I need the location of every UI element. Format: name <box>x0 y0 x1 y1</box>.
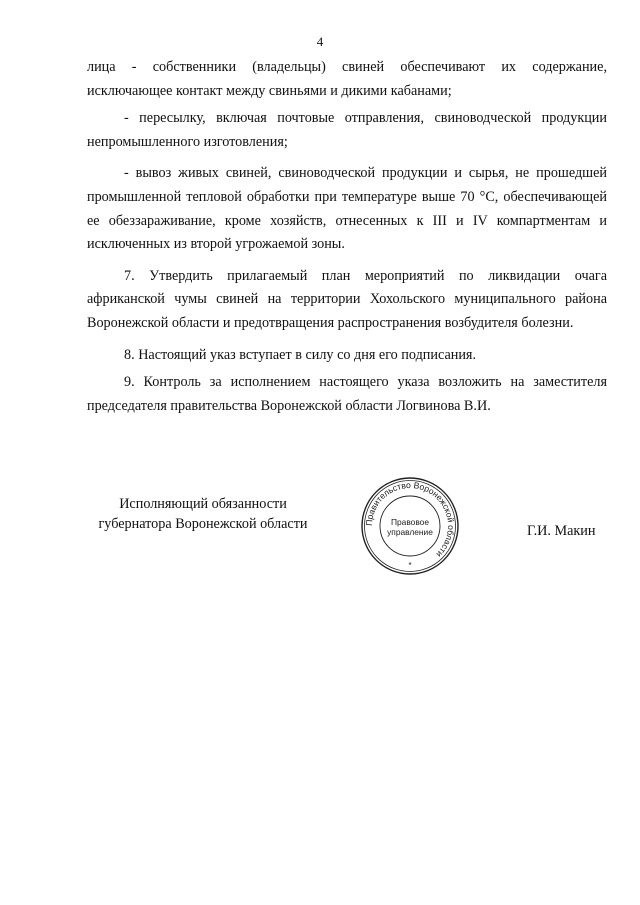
page-number: 4 <box>316 34 324 49</box>
official-stamp <box>360 476 460 576</box>
paragraph-continuation: лица - собственники (владельцы) свиней обеспечивают их содержание, исключающее контакт между свиньями и дикими кабанами; <box>87 59 607 99</box>
signatory-position <box>88 494 318 534</box>
stamp-graphic <box>360 476 460 576</box>
paragraph-mail-ban: - пересылку, включая почтовые отправления, свиноводческой продукции непромышленного изготовления; <box>87 110 607 150</box>
stamp-center-line2: управление <box>387 527 433 537</box>
stamp-center-line1: Правовое <box>390 517 430 527</box>
paragraph-item-8: 8. Настоящий указ вступает в силу со дня его подписания. <box>124 346 477 363</box>
signatory-position-line1: Исполняющий обязанности <box>119 496 287 512</box>
paragraph-item-7: 7. Утвердить прилагаемый план мероприятий по ликвидации очага африканской чумы свиней на территории Хохольского муниципального района Воронежской области и предотвращения распространения возбудителя болезни. <box>87 267 607 331</box>
signatory-position-line2: губернатора Воронежской области <box>98 516 308 532</box>
paragraph-export-ban: - вывоз живых свиней, свиноводческой продукции и сырья, не прошедшей промышленной тепловой обработки при температуре выше 70 °С, обеспечивающей ее обеззараживание, кроме хозяйств, отнесенных к III и IV компартментам и исключенных из второй угрожаемой зоны. <box>87 165 607 253</box>
paragraph-item-9: 9. Контроль за исполнением настоящего указа возложить на заместителя председателя правительства Воронежской области Логвинова В.И. <box>87 374 607 414</box>
stamp-ring-text: Правительство Воронежской области <box>363 479 457 560</box>
document-body <box>87 54 607 418</box>
signatory-name: Г.И. Макин <box>527 523 596 539</box>
stamp-star: * <box>408 561 412 570</box>
